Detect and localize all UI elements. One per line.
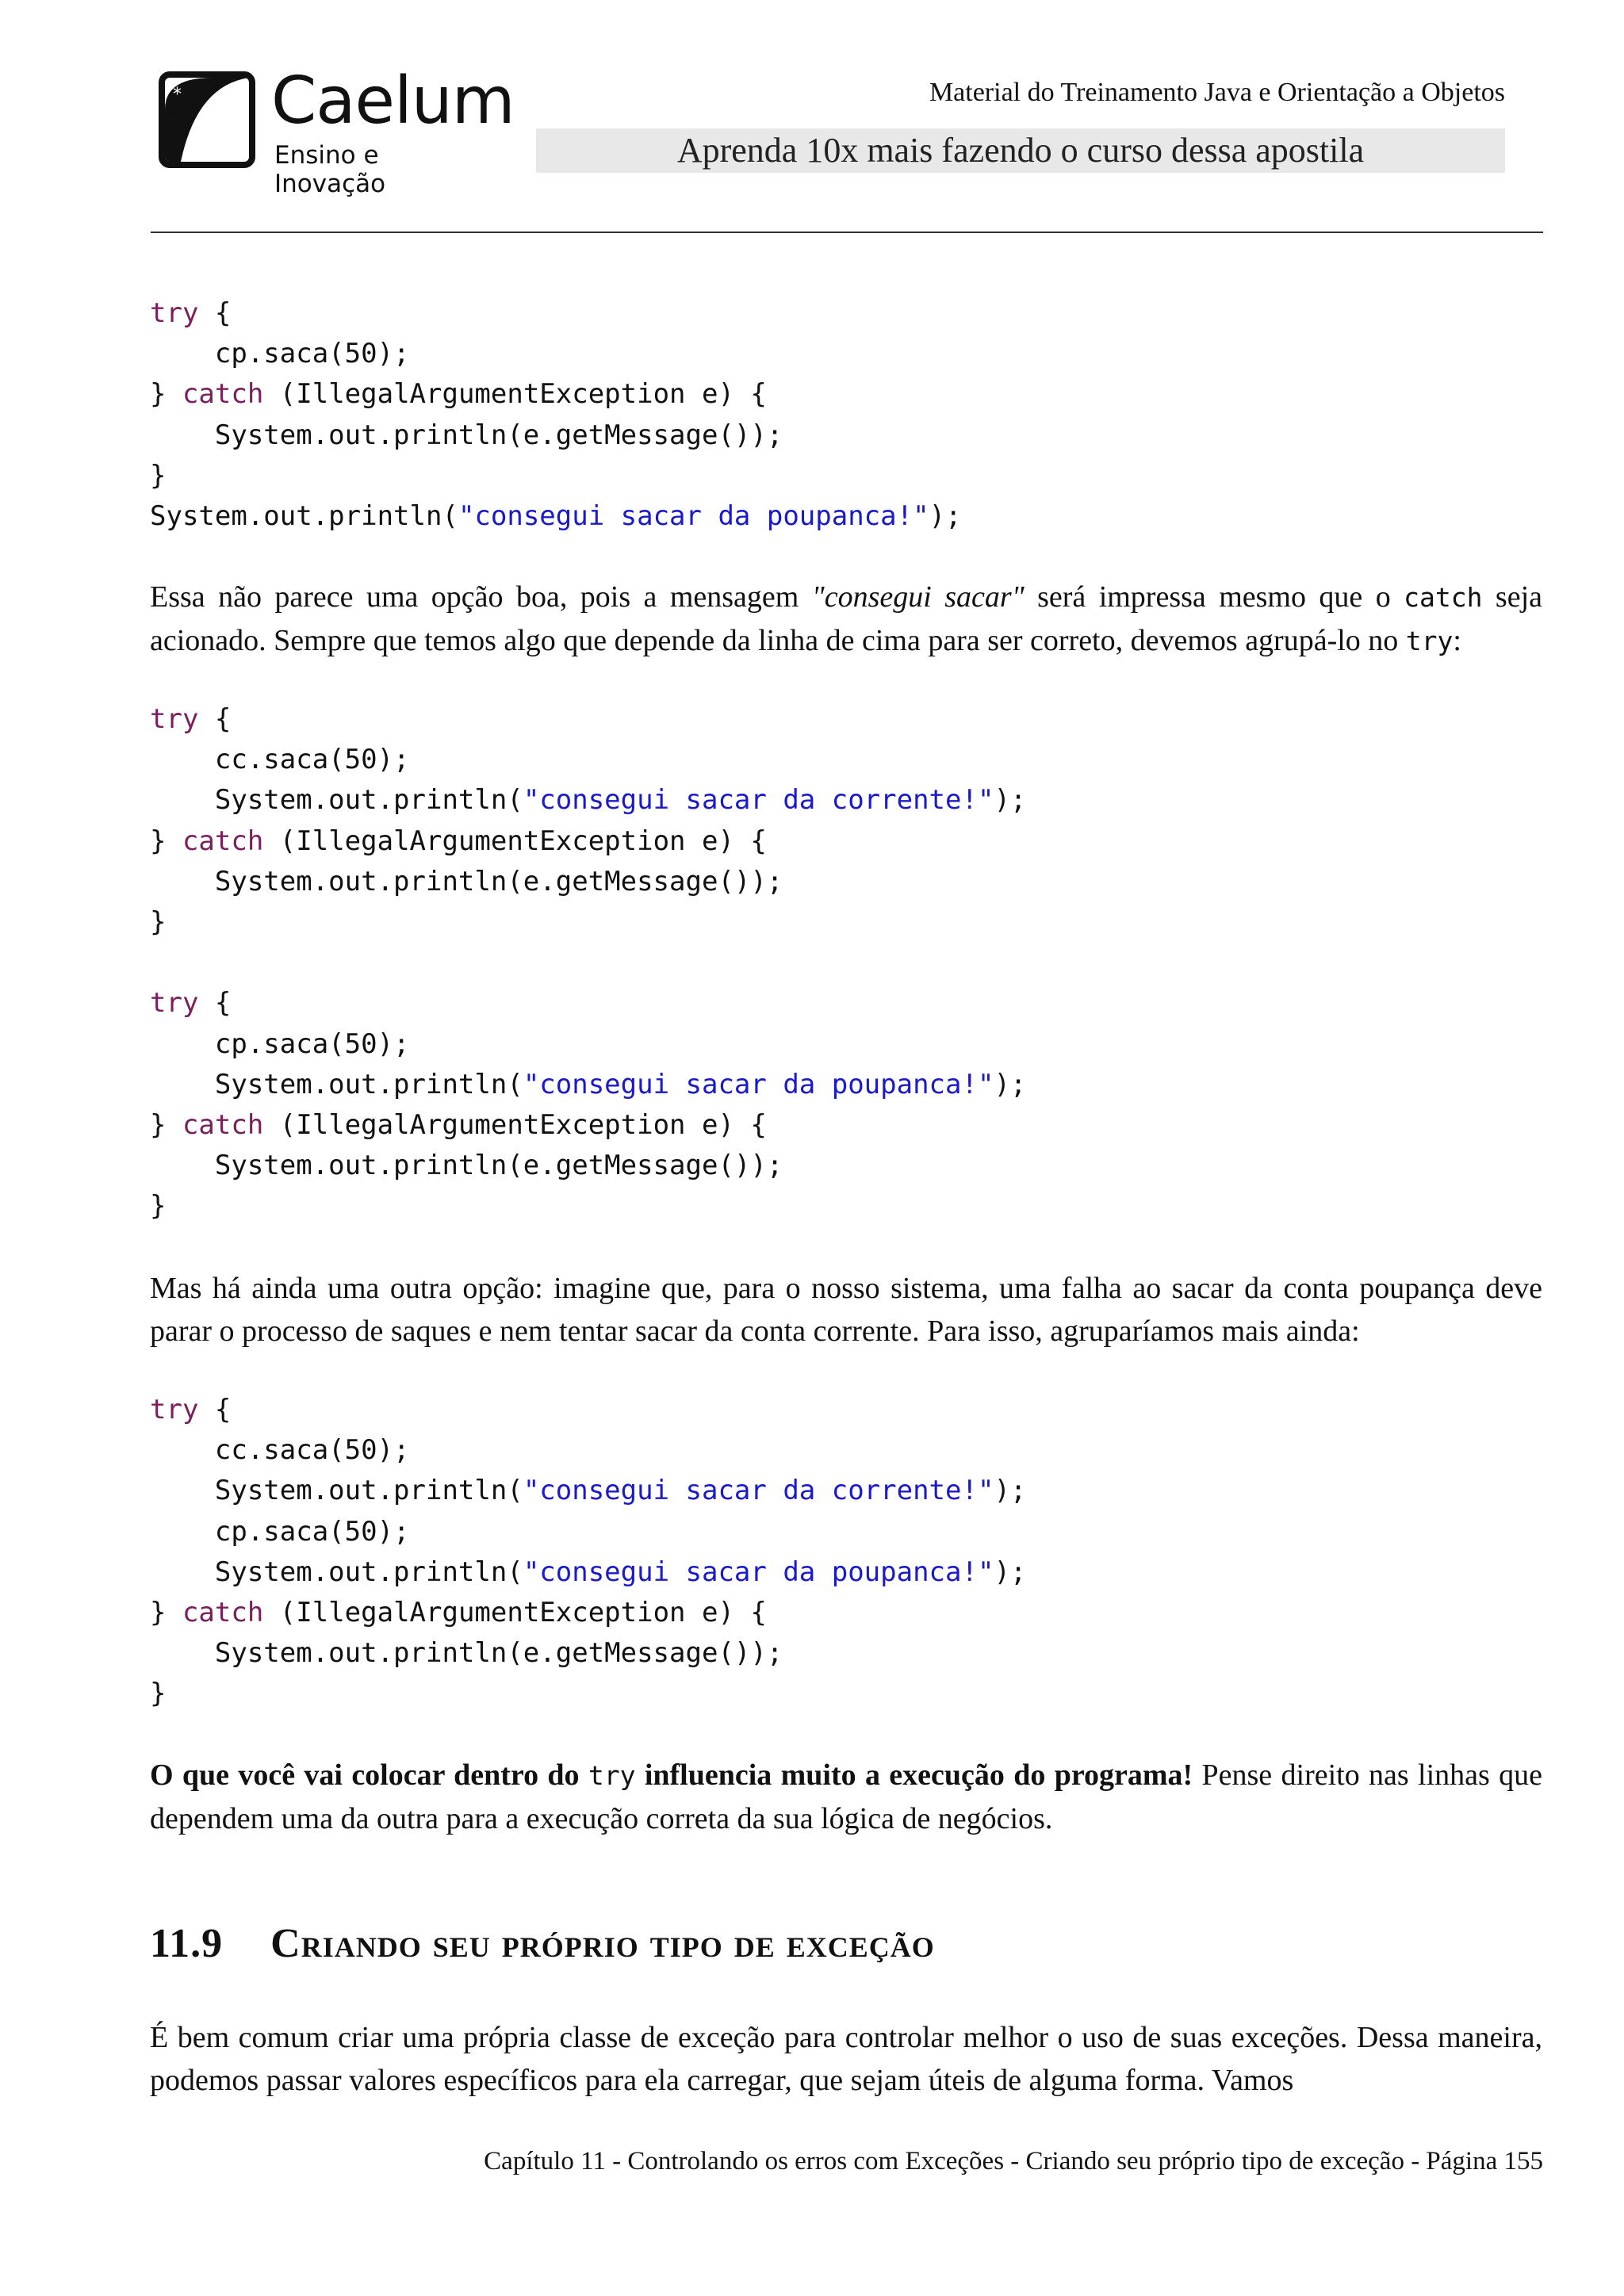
paragraph-3-bold-b: influencia muito a execução do programa! — [635, 1758, 1193, 1792]
code-token: ); — [994, 1475, 1027, 1507]
code-token: } — [150, 825, 182, 857]
code-string: "consegui sacar da poupanca!" — [523, 1556, 994, 1588]
code-token: } — [150, 459, 167, 492]
code-token: (IllegalArgumentException e) { — [263, 1596, 767, 1628]
code-line — [150, 780, 1026, 821]
code-token: System.out.println(e.getMessage()); — [150, 1637, 783, 1670]
section-title: Criando seu próprio tipo de exceção — [270, 1921, 935, 1966]
inline-code-catch: catch — [1404, 582, 1483, 613]
code-line — [150, 1430, 1026, 1471]
code-token: System.out.println( — [150, 1475, 523, 1507]
code-keyword: catch — [182, 378, 264, 411]
code-line — [150, 1512, 1026, 1552]
code-keyword: try — [150, 297, 199, 329]
header-divider — [151, 232, 1543, 233]
inline-code-try-2: try — [588, 1760, 636, 1791]
code-token: } — [150, 1678, 167, 1710]
paragraph-1-quote: "consegui sacar" — [811, 580, 1025, 614]
code-string: "consegui sacar da poupanca!" — [458, 499, 929, 532]
paragraph-1-text-d: : — [1453, 624, 1461, 657]
logo-name: Caelum — [271, 63, 515, 139]
code-token: System.out.println( — [150, 784, 523, 817]
code-line — [150, 1674, 1026, 1714]
code-line — [150, 293, 962, 334]
page-footer: Capítulo 11 - Controlando os erros com Exceções - Criando seu próprio tipo de exceção - Página 155 — [484, 2147, 1543, 2175]
code-token: System.out.println(e.getMessage()); — [150, 419, 783, 451]
paragraph-3-text: Pense direito nas linhas que dependem uma da outra para a execução correta da sua lógica de negócios. — [150, 1758, 1542, 1835]
code-line — [150, 1105, 1026, 1146]
code-token: } — [150, 1596, 182, 1628]
code-line — [150, 740, 1026, 780]
code-line — [150, 415, 962, 456]
code-token: cp.saca(50); — [150, 338, 410, 370]
logo-subtitle: Ensino e Inovação — [274, 141, 386, 198]
code-token: } — [150, 378, 182, 411]
code-line — [150, 1065, 1026, 1105]
promo-banner[interactable]: Aprenda 10x mais fazendo o curso dessa apostila — [536, 128, 1505, 173]
code-token: { — [198, 297, 232, 329]
code-token: } — [150, 1190, 167, 1223]
paragraph-3 — [150, 1754, 1542, 1840]
code-line — [150, 1593, 1026, 1633]
code-token: System.out.println(e.getMessage()); — [150, 1150, 783, 1182]
code-token: (IllegalArgumentException e) { — [263, 1108, 767, 1141]
code-line — [150, 943, 1026, 983]
code-token: System.out.println( — [150, 499, 458, 532]
code-token: System.out.println(e.getMessage()); — [150, 865, 783, 897]
code-line — [150, 862, 1026, 902]
code-token: (IllegalArgumentException e) { — [263, 378, 767, 411]
code-line — [150, 456, 962, 496]
code-line — [150, 699, 1026, 740]
code-token: System.out.println( — [150, 1556, 523, 1588]
code-line — [150, 1186, 1026, 1226]
code-line — [150, 1471, 1026, 1511]
paragraph-1 — [150, 576, 1542, 663]
code-keyword: try — [150, 987, 199, 1020]
code-token: { — [198, 987, 232, 1020]
code-keyword: try — [150, 703, 199, 735]
code-line — [150, 1024, 1026, 1065]
code-line — [150, 496, 962, 537]
paragraph-4: É bem comum criar uma própria classe de exceção para controlar melhor o uso de suas exceções. Dessa maneira, podemos passar valores específicos para ela carregar, que sejam úteis de alguma forma. Vamos — [150, 2021, 1542, 2097]
code-keyword: catch — [182, 1596, 264, 1628]
paragraph-2: Mas há ainda uma outra opção: imagine que, para o nosso sistema, uma falha ao sacar da conta poupança deve parar o processo de saques e nem tentar sacar da conta corrente. Para isso, agruparíamos mais ainda: — [150, 1272, 1542, 1348]
paragraph-3-bold-a: O que você vai colocar dentro do — [150, 1758, 588, 1792]
code-token: cp.saca(50); — [150, 1027, 410, 1060]
code-token: cp.saca(50); — [150, 1515, 410, 1548]
code-block-1 — [150, 293, 962, 537]
code-token: System.out.println( — [150, 1068, 523, 1100]
code-string: "consegui sacar da corrente!" — [523, 1475, 994, 1507]
code-block-3 — [150, 1390, 1026, 1715]
code-line — [150, 1390, 1026, 1430]
code-token: cc.saca(50); — [150, 744, 410, 776]
header-title: Material do Treinamento Java e Orientação a Objetos — [929, 78, 1505, 107]
code-token: (IllegalArgumentException e) { — [263, 825, 767, 857]
code-token: } — [150, 905, 167, 938]
code-token: ); — [929, 499, 962, 532]
section-number: 11.9 — [150, 1921, 224, 1966]
section-heading — [150, 1920, 935, 1967]
paragraph-1-text-a: Essa não parece uma opção boa, pois a mensagem — [150, 580, 812, 614]
code-token: } — [150, 1108, 182, 1141]
code-string: "consegui sacar da poupanca!" — [523, 1068, 994, 1100]
code-token: ); — [994, 1068, 1027, 1100]
code-line — [150, 1552, 1026, 1593]
logo-mark-icon — [159, 71, 255, 168]
paragraph-1-text-b: será impressa mesmo que o — [1024, 580, 1404, 614]
code-string: "consegui sacar da corrente!" — [523, 784, 994, 817]
code-line — [150, 1146, 1026, 1186]
code-line — [150, 983, 1026, 1024]
code-line — [150, 821, 1026, 862]
caelum-logo — [155, 63, 515, 198]
code-line — [150, 334, 962, 374]
code-line — [150, 902, 1026, 943]
code-token: ); — [994, 784, 1027, 817]
code-line — [150, 374, 962, 415]
code-token: cc.saca(50); — [150, 1434, 410, 1467]
code-block-2 — [150, 699, 1026, 1226]
code-keyword: catch — [182, 825, 264, 857]
paragraph-1-text-c: seja acionado. Sempre que temos algo que depende da linha de cima para ser correto, devemos agrupá-lo no — [150, 580, 1543, 657]
code-token: { — [198, 1394, 232, 1425]
code-token: ); — [994, 1556, 1027, 1588]
code-line — [150, 1633, 1026, 1674]
svg-text:*: * — [173, 85, 182, 105]
code-token: { — [198, 703, 232, 735]
code-keyword: try — [150, 1394, 199, 1425]
code-keyword: catch — [182, 1108, 264, 1141]
inline-code-try: try — [1405, 626, 1454, 656]
